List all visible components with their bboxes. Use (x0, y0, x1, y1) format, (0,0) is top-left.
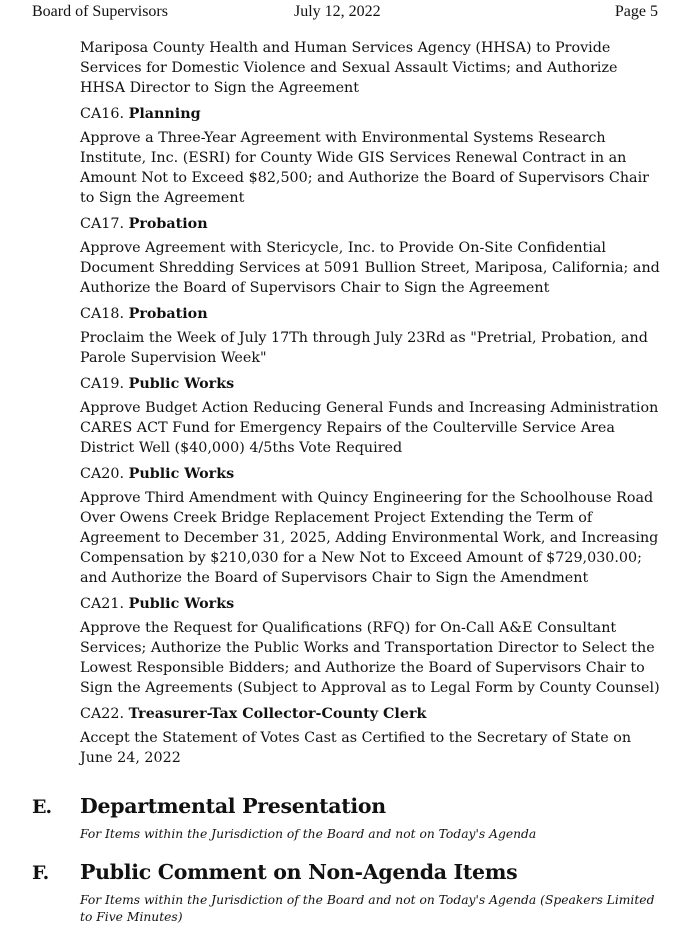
header-date: July 12, 2022 (294, 3, 381, 20)
section-letter: F. (32, 862, 49, 884)
item-department: Treasurer-Tax Collector-County Clerk (128, 706, 427, 722)
item-number: CA16. (80, 106, 125, 122)
section-title: Departmental Presentation (80, 794, 386, 818)
item-heading (80, 464, 660, 484)
consent-agenda-list (80, 38, 660, 768)
item-heading (80, 104, 660, 124)
agenda-item (80, 464, 660, 588)
page-header (32, 3, 658, 23)
item-description: Approve a Three-Year Agreement with Environmental Systems Research Institute, Inc. (ESRI) for County Wide GIS Services Renewal Contract in an Amount Not to Exceed $82,500; and Authorize the Board of Supervisors Chair to Sign the Agreement (80, 130, 649, 206)
agenda-item (80, 594, 660, 698)
item-department: Public Works (128, 376, 235, 392)
agenda-item (80, 374, 660, 458)
item-number: CA17. (80, 216, 125, 232)
item-description: Approve Agreement with Stericycle, Inc. to Provide On-Site Confidential Document Shredding Services at 5091 Bullion Street, Mariposa, California; and Authorize the Board of Supervisors Chair to Sign the Agreement (80, 240, 660, 296)
section-note: For Items within the Jurisdiction of the Board and not on Today's Agenda (Speakers Limited to Five Minutes) (80, 893, 655, 924)
item-heading (80, 214, 660, 234)
item-department: Planning (128, 106, 201, 122)
section-note: For Items within the Jurisdiction of the Board and not on Today's Agenda (80, 827, 537, 841)
item-heading (80, 374, 660, 394)
item-department: Probation (128, 306, 208, 322)
item-number: CA22. (80, 706, 125, 722)
agenda-item (80, 304, 660, 368)
header-board-name: Board of Supervisors (32, 3, 168, 20)
item-description: Approve Budget Action Reducing General Funds and Increasing Administration CARES ACT Fund for Emergency Repairs of the Coulterville Service Area District Well ($40,000) 4/5ths Vote Required (80, 400, 659, 456)
section-title: Public Comment on Non-Agenda Items (80, 860, 518, 884)
item-description: Approve the Request for Qualifications (RFQ) for On-Call A&E Consultant Services; Authorize the Public Works and Transportation Director to Select the Lowest Responsible Bidders; and Authorize the Board of Supervisors Chair to Sign the Agreements (Subject to Approval as to Legal Form by County Counsel) (80, 620, 660, 696)
item-number: CA20. (80, 466, 125, 482)
item-description: Approve Third Amendment with Quincy Engineering for the Schoolhouse Road Over Owens Creek Bridge Replacement Project Extending the Term of Agreement to December 31, 2025, Adding Environmental Work, and Increasing Compensation by $210,030 for a New Not to Exceed Amount of $729,030.00; and Authorize the Board of Supervisors Chair to Sign the Amendment (80, 490, 659, 586)
item-department: Public Works (128, 596, 235, 612)
agenda-item (80, 214, 660, 298)
item-number: CA18. (80, 306, 125, 322)
continuation-text: Mariposa County Health and Human Services Agency (HHSA) to Provide Services for Domestic Violence and Sexual Assault Victims; and Authorize HHSA Director to Sign the Agreement (80, 40, 618, 96)
item-department: Public Works (128, 466, 235, 482)
item-number: CA21. (80, 596, 125, 612)
item-heading (80, 594, 660, 614)
header-page-number: Page 5 (614, 3, 658, 20)
section-letter: E. (32, 796, 52, 818)
agenda-item (80, 104, 660, 208)
item-department: Probation (128, 216, 208, 232)
item-description: Accept the Statement of Votes Cast as Certified to the Secretary of State on June 24, 2022 (80, 730, 632, 766)
item-number: CA19. (80, 376, 125, 392)
item-heading (80, 304, 660, 324)
item-heading (80, 704, 660, 724)
agenda-item (80, 704, 660, 768)
item-description: Proclaim the Week of July 17Th through July 23Rd as "Pretrial, Probation, and Parole Supervision Week" (80, 330, 648, 366)
